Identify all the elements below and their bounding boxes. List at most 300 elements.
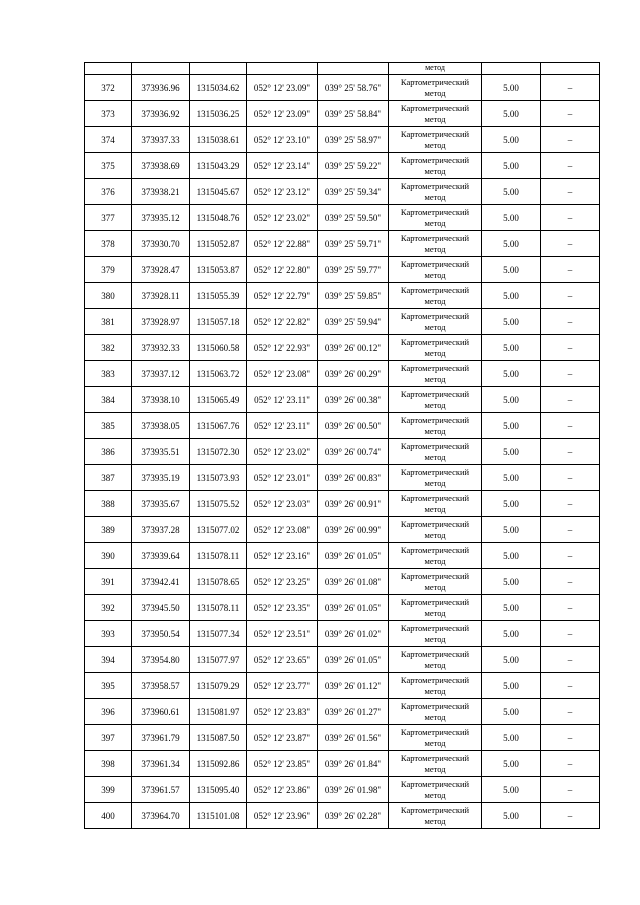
longitude-cell: 039° 26' 02.28" bbox=[318, 803, 389, 829]
method-line-1: Картометрический bbox=[400, 726, 470, 737]
method-line-1: Картометрический bbox=[400, 466, 470, 477]
method-cell bbox=[389, 387, 482, 413]
table-row bbox=[85, 413, 600, 439]
longitude-cell: 039° 26' 00.83" bbox=[318, 465, 389, 491]
latitude-cell: 052° 12' 23.08" bbox=[247, 517, 318, 543]
dash-cell: – bbox=[541, 153, 600, 179]
point-number-cell: 375 bbox=[85, 153, 132, 179]
x-coordinate-cell: 373954.80 bbox=[132, 647, 190, 673]
method-cell bbox=[389, 101, 482, 127]
x-coordinate-cell: 373928.47 bbox=[132, 257, 190, 283]
method-line-2: метод bbox=[424, 815, 446, 826]
method-cell bbox=[389, 465, 482, 491]
longitude-cell: 039° 26' 00.91" bbox=[318, 491, 389, 517]
method-line-2: метод bbox=[424, 685, 446, 696]
longitude-cell: 039° 25' 59.50" bbox=[318, 205, 389, 231]
table-row bbox=[85, 465, 600, 491]
empty-cell bbox=[318, 63, 389, 75]
dash-cell: – bbox=[541, 75, 600, 101]
method-line-2: метод bbox=[424, 451, 446, 462]
point-number-cell: 396 bbox=[85, 699, 132, 725]
x-coordinate-cell: 373938.69 bbox=[132, 153, 190, 179]
x-coordinate-cell: 373937.12 bbox=[132, 361, 190, 387]
table-row bbox=[85, 127, 600, 153]
table-row bbox=[85, 439, 600, 465]
continuation-row bbox=[85, 63, 600, 75]
dash-cell: – bbox=[541, 725, 600, 751]
method-cell bbox=[389, 231, 482, 257]
point-number-cell: 379 bbox=[85, 257, 132, 283]
latitude-cell: 052° 12' 23.51" bbox=[247, 621, 318, 647]
longitude-cell: 039° 26' 01.98" bbox=[318, 777, 389, 803]
x-coordinate-cell: 373961.79 bbox=[132, 725, 190, 751]
method-cell bbox=[389, 413, 482, 439]
latitude-cell: 052° 12' 23.14" bbox=[247, 153, 318, 179]
method-line-1: Картометрический bbox=[400, 622, 470, 633]
method-line-1: Картометрический bbox=[400, 232, 470, 243]
accuracy-cell: 5.00 bbox=[482, 465, 541, 491]
method-line-1: Картометрический bbox=[400, 440, 470, 451]
table-row bbox=[85, 309, 600, 335]
longitude-cell: 039° 26' 00.29" bbox=[318, 361, 389, 387]
table-row bbox=[85, 647, 600, 673]
method-cell bbox=[389, 621, 482, 647]
table-row bbox=[85, 361, 600, 387]
table-row bbox=[85, 673, 600, 699]
table-row bbox=[85, 699, 600, 725]
point-number-cell: 380 bbox=[85, 283, 132, 309]
accuracy-cell: 5.00 bbox=[482, 387, 541, 413]
empty-cell bbox=[247, 63, 318, 75]
accuracy-cell: 5.00 bbox=[482, 751, 541, 777]
accuracy-cell: 5.00 bbox=[482, 75, 541, 101]
latitude-cell: 052° 12' 23.12" bbox=[247, 179, 318, 205]
method-cell bbox=[389, 491, 482, 517]
latitude-cell: 052° 12' 23.09" bbox=[247, 75, 318, 101]
y-coordinate-cell: 1315081.97 bbox=[190, 699, 247, 725]
longitude-cell: 039° 26' 00.12" bbox=[318, 335, 389, 361]
point-number-cell: 394 bbox=[85, 647, 132, 673]
point-number-cell: 382 bbox=[85, 335, 132, 361]
dash-cell: – bbox=[541, 127, 600, 153]
x-coordinate-cell: 373945.50 bbox=[132, 595, 190, 621]
method-cell bbox=[389, 517, 482, 543]
x-coordinate-cell: 373938.10 bbox=[132, 387, 190, 413]
dash-cell: – bbox=[541, 491, 600, 517]
table-row bbox=[85, 101, 600, 127]
dash-cell: – bbox=[541, 595, 600, 621]
point-number-cell: 399 bbox=[85, 777, 132, 803]
method-line-1: Картометрический bbox=[400, 752, 470, 763]
longitude-cell: 039° 26' 01.02" bbox=[318, 621, 389, 647]
point-number-cell: 385 bbox=[85, 413, 132, 439]
accuracy-cell: 5.00 bbox=[482, 413, 541, 439]
dash-cell: – bbox=[541, 413, 600, 439]
latitude-cell: 052° 12' 22.79" bbox=[247, 283, 318, 309]
method-cell bbox=[389, 257, 482, 283]
method-line-1: Картометрический bbox=[400, 206, 470, 217]
latitude-cell: 052° 12' 23.87" bbox=[247, 725, 318, 751]
method-line-1: Картометрический bbox=[400, 180, 470, 191]
x-coordinate-cell: 373961.57 bbox=[132, 777, 190, 803]
y-coordinate-cell: 1315043.29 bbox=[190, 153, 247, 179]
dash-cell: – bbox=[541, 387, 600, 413]
method-cell bbox=[389, 751, 482, 777]
table-row bbox=[85, 491, 600, 517]
point-number-cell: 384 bbox=[85, 387, 132, 413]
longitude-cell: 039° 25' 59.71" bbox=[318, 231, 389, 257]
accuracy-cell: 5.00 bbox=[482, 621, 541, 647]
longitude-cell: 039° 26' 01.05" bbox=[318, 647, 389, 673]
table-row bbox=[85, 257, 600, 283]
x-coordinate-cell: 373928.11 bbox=[132, 283, 190, 309]
x-coordinate-cell: 373938.05 bbox=[132, 413, 190, 439]
latitude-cell: 052° 12' 23.11" bbox=[247, 387, 318, 413]
method-cell bbox=[389, 725, 482, 751]
longitude-cell: 039° 26' 01.08" bbox=[318, 569, 389, 595]
point-number-cell: 389 bbox=[85, 517, 132, 543]
latitude-cell: 052° 12' 23.83" bbox=[247, 699, 318, 725]
table-row bbox=[85, 387, 600, 413]
table-row bbox=[85, 153, 600, 179]
latitude-cell: 052° 12' 22.80" bbox=[247, 257, 318, 283]
method-line-1: Картометрический bbox=[400, 544, 470, 555]
method-cell bbox=[389, 75, 482, 101]
accuracy-cell: 5.00 bbox=[482, 543, 541, 569]
y-coordinate-cell: 1315092.86 bbox=[190, 751, 247, 777]
method-line-1: Картометрический bbox=[400, 128, 470, 139]
x-coordinate-cell: 373937.28 bbox=[132, 517, 190, 543]
method-line-2: метод bbox=[424, 711, 446, 722]
accuracy-cell: 5.00 bbox=[482, 647, 541, 673]
accuracy-cell: 5.00 bbox=[482, 205, 541, 231]
point-number-cell: 400 bbox=[85, 803, 132, 829]
y-coordinate-cell: 1315063.72 bbox=[190, 361, 247, 387]
method-line-1: Картометрический bbox=[400, 492, 470, 503]
y-coordinate-cell: 1315078.11 bbox=[190, 543, 247, 569]
x-coordinate-cell: 373936.92 bbox=[132, 101, 190, 127]
method-line-1: Картометрический bbox=[400, 154, 470, 165]
longitude-cell: 039° 25' 58.76" bbox=[318, 75, 389, 101]
accuracy-cell: 5.00 bbox=[482, 491, 541, 517]
accuracy-cell: 5.00 bbox=[482, 361, 541, 387]
dash-cell: – bbox=[541, 257, 600, 283]
y-coordinate-cell: 1315077.97 bbox=[190, 647, 247, 673]
longitude-cell: 039° 26' 01.05" bbox=[318, 543, 389, 569]
accuracy-cell: 5.00 bbox=[482, 127, 541, 153]
latitude-cell: 052° 12' 23.35" bbox=[247, 595, 318, 621]
longitude-cell: 039° 26' 00.38" bbox=[318, 387, 389, 413]
method-line-2: метод bbox=[424, 165, 446, 176]
y-coordinate-cell: 1315075.52 bbox=[190, 491, 247, 517]
accuracy-cell: 5.00 bbox=[482, 725, 541, 751]
y-coordinate-cell: 1315101.08 bbox=[190, 803, 247, 829]
method-line-2: метод bbox=[424, 503, 446, 514]
method-line-2: метод bbox=[424, 529, 446, 540]
method-line-2: метод bbox=[424, 581, 446, 592]
dash-cell: – bbox=[541, 647, 600, 673]
method-line-2: метод bbox=[424, 217, 446, 228]
x-coordinate-cell: 373939.64 bbox=[132, 543, 190, 569]
longitude-cell: 039° 25' 59.22" bbox=[318, 153, 389, 179]
accuracy-cell: 5.00 bbox=[482, 283, 541, 309]
method-fragment-cell: метод bbox=[389, 63, 482, 75]
x-coordinate-cell: 373937.33 bbox=[132, 127, 190, 153]
method-cell bbox=[389, 699, 482, 725]
method-line-1: Картометрический bbox=[400, 804, 470, 815]
dash-cell: – bbox=[541, 439, 600, 465]
x-coordinate-cell: 373935.19 bbox=[132, 465, 190, 491]
latitude-cell: 052° 12' 23.09" bbox=[247, 101, 318, 127]
table-row bbox=[85, 283, 600, 309]
table-row bbox=[85, 569, 600, 595]
table-row bbox=[85, 621, 600, 647]
accuracy-cell: 5.00 bbox=[482, 595, 541, 621]
accuracy-cell: 5.00 bbox=[482, 803, 541, 829]
empty-cell bbox=[541, 63, 600, 75]
point-number-cell: 373 bbox=[85, 101, 132, 127]
dash-cell: – bbox=[541, 335, 600, 361]
longitude-cell: 039° 25' 58.97" bbox=[318, 127, 389, 153]
latitude-cell: 052° 12' 23.08" bbox=[247, 361, 318, 387]
accuracy-cell: 5.00 bbox=[482, 101, 541, 127]
dash-cell: – bbox=[541, 699, 600, 725]
method-line-2: метод bbox=[424, 113, 446, 124]
method-line-2: метод bbox=[424, 243, 446, 254]
longitude-cell: 039° 26' 01.27" bbox=[318, 699, 389, 725]
latitude-cell: 052° 12' 22.88" bbox=[247, 231, 318, 257]
latitude-cell: 052° 12' 23.16" bbox=[247, 543, 318, 569]
method-cell bbox=[389, 543, 482, 569]
point-number-cell: 376 bbox=[85, 179, 132, 205]
point-number-cell: 377 bbox=[85, 205, 132, 231]
dash-cell: – bbox=[541, 569, 600, 595]
latitude-cell: 052° 12' 23.11" bbox=[247, 413, 318, 439]
y-coordinate-cell: 1315079.29 bbox=[190, 673, 247, 699]
latitude-cell: 052° 12' 23.01" bbox=[247, 465, 318, 491]
latitude-cell: 052° 12' 23.86" bbox=[247, 777, 318, 803]
longitude-cell: 039° 25' 59.34" bbox=[318, 179, 389, 205]
table-row bbox=[85, 751, 600, 777]
method-line-2: метод bbox=[424, 87, 446, 98]
method-line-1: Картометрический bbox=[400, 648, 470, 659]
empty-cell bbox=[482, 63, 541, 75]
latitude-cell: 052° 12' 23.02" bbox=[247, 439, 318, 465]
dash-cell: – bbox=[541, 205, 600, 231]
table-row bbox=[85, 777, 600, 803]
x-coordinate-cell: 373935.51 bbox=[132, 439, 190, 465]
table-row bbox=[85, 231, 600, 257]
method-line-2: метод bbox=[424, 191, 446, 202]
empty-cell bbox=[85, 63, 132, 75]
point-number-cell: 392 bbox=[85, 595, 132, 621]
x-coordinate-cell: 373935.67 bbox=[132, 491, 190, 517]
method-line-1: Картометрический bbox=[400, 518, 470, 529]
method-line-1: Картометрический bbox=[400, 310, 470, 321]
method-line-2: метод bbox=[424, 321, 446, 332]
method-line-1: Картометрический bbox=[400, 362, 470, 373]
y-coordinate-cell: 1315077.34 bbox=[190, 621, 247, 647]
latitude-cell: 052° 12' 23.10" bbox=[247, 127, 318, 153]
method-line-2: метод bbox=[424, 139, 446, 150]
accuracy-cell: 5.00 bbox=[482, 777, 541, 803]
point-number-cell: 378 bbox=[85, 231, 132, 257]
x-coordinate-cell: 373930.70 bbox=[132, 231, 190, 257]
point-number-cell: 393 bbox=[85, 621, 132, 647]
dash-cell: – bbox=[541, 517, 600, 543]
accuracy-cell: 5.00 bbox=[482, 673, 541, 699]
longitude-cell: 039° 26' 01.84" bbox=[318, 751, 389, 777]
point-number-cell: 386 bbox=[85, 439, 132, 465]
y-coordinate-cell: 1315048.76 bbox=[190, 205, 247, 231]
y-coordinate-cell: 1315057.18 bbox=[190, 309, 247, 335]
x-coordinate-cell: 373932.33 bbox=[132, 335, 190, 361]
longitude-cell: 039° 25' 59.94" bbox=[318, 309, 389, 335]
accuracy-cell: 5.00 bbox=[482, 439, 541, 465]
point-number-cell: 374 bbox=[85, 127, 132, 153]
method-cell bbox=[389, 569, 482, 595]
x-coordinate-cell: 373950.54 bbox=[132, 621, 190, 647]
method-line-2: метод bbox=[424, 399, 446, 410]
method-line-1: Картометрический bbox=[400, 674, 470, 685]
y-coordinate-cell: 1315055.39 bbox=[190, 283, 247, 309]
dash-cell: – bbox=[541, 283, 600, 309]
y-coordinate-cell: 1315060.58 bbox=[190, 335, 247, 361]
y-coordinate-cell: 1315087.50 bbox=[190, 725, 247, 751]
dash-cell: – bbox=[541, 309, 600, 335]
x-coordinate-cell: 373935.12 bbox=[132, 205, 190, 231]
empty-cell bbox=[132, 63, 190, 75]
method-line-2: метод bbox=[424, 295, 446, 306]
longitude-cell: 039° 26' 00.50" bbox=[318, 413, 389, 439]
latitude-cell: 052° 12' 22.82" bbox=[247, 309, 318, 335]
accuracy-cell: 5.00 bbox=[482, 699, 541, 725]
method-line-2: метод bbox=[424, 555, 446, 566]
accuracy-cell: 5.00 bbox=[482, 179, 541, 205]
latitude-cell: 052° 12' 22.93" bbox=[247, 335, 318, 361]
dash-cell: – bbox=[541, 621, 600, 647]
x-coordinate-cell: 373961.34 bbox=[132, 751, 190, 777]
method-line-2: метод bbox=[424, 347, 446, 358]
method-line-2: метод bbox=[424, 789, 446, 800]
table-row bbox=[85, 179, 600, 205]
method-line-2: метод bbox=[424, 269, 446, 280]
y-coordinate-cell: 1315077.02 bbox=[190, 517, 247, 543]
method-line-1: Картометрический bbox=[400, 596, 470, 607]
latitude-cell: 052° 12' 23.85" bbox=[247, 751, 318, 777]
accuracy-cell: 5.00 bbox=[482, 309, 541, 335]
longitude-cell: 039° 26' 01.56" bbox=[318, 725, 389, 751]
dash-cell: – bbox=[541, 231, 600, 257]
method-line-1: Картометрический bbox=[400, 388, 470, 399]
y-coordinate-cell: 1315052.87 bbox=[190, 231, 247, 257]
point-number-cell: 372 bbox=[85, 75, 132, 101]
point-number-cell: 381 bbox=[85, 309, 132, 335]
method-line-2: метод bbox=[424, 633, 446, 644]
method-line-1: Картометрический bbox=[400, 700, 470, 711]
latitude-cell: 052° 12' 23.02" bbox=[247, 205, 318, 231]
y-coordinate-cell: 1315095.40 bbox=[190, 777, 247, 803]
method-line-2: метод bbox=[424, 659, 446, 670]
y-coordinate-cell: 1315045.67 bbox=[190, 179, 247, 205]
latitude-cell: 052° 12' 23.65" bbox=[247, 647, 318, 673]
method-line-2: метод bbox=[424, 737, 446, 748]
method-cell bbox=[389, 283, 482, 309]
table-row bbox=[85, 205, 600, 231]
point-number-cell: 387 bbox=[85, 465, 132, 491]
accuracy-cell: 5.00 bbox=[482, 153, 541, 179]
longitude-cell: 039° 25' 59.85" bbox=[318, 283, 389, 309]
method-line-1: Картометрический bbox=[400, 76, 470, 87]
method-line-1: Картометрический bbox=[400, 414, 470, 425]
accuracy-cell: 5.00 bbox=[482, 569, 541, 595]
y-coordinate-cell: 1315036.25 bbox=[190, 101, 247, 127]
y-coordinate-cell: 1315078.65 bbox=[190, 569, 247, 595]
longitude-cell: 039° 26' 01.12" bbox=[318, 673, 389, 699]
y-coordinate-cell: 1315067.76 bbox=[190, 413, 247, 439]
method-cell bbox=[389, 309, 482, 335]
method-line-2: метод bbox=[424, 373, 446, 384]
table-row bbox=[85, 335, 600, 361]
dash-cell: – bbox=[541, 179, 600, 205]
longitude-cell: 039° 25' 59.77" bbox=[318, 257, 389, 283]
accuracy-cell: 5.00 bbox=[482, 257, 541, 283]
latitude-cell: 052° 12' 23.03" bbox=[247, 491, 318, 517]
x-coordinate-cell: 373964.70 bbox=[132, 803, 190, 829]
y-coordinate-cell: 1315065.49 bbox=[190, 387, 247, 413]
coordinates-table-body bbox=[85, 63, 600, 829]
table-row bbox=[85, 803, 600, 829]
method-cell bbox=[389, 439, 482, 465]
y-coordinate-cell: 1315053.87 bbox=[190, 257, 247, 283]
point-number-cell: 388 bbox=[85, 491, 132, 517]
dash-cell: – bbox=[541, 777, 600, 803]
method-cell bbox=[389, 335, 482, 361]
method-cell bbox=[389, 777, 482, 803]
method-cell bbox=[389, 803, 482, 829]
x-coordinate-cell: 373960.61 bbox=[132, 699, 190, 725]
x-coordinate-cell: 373928.97 bbox=[132, 309, 190, 335]
accuracy-cell: 5.00 bbox=[482, 231, 541, 257]
point-number-cell: 395 bbox=[85, 673, 132, 699]
latitude-cell: 052° 12' 23.77" bbox=[247, 673, 318, 699]
method-cell bbox=[389, 153, 482, 179]
method-cell bbox=[389, 647, 482, 673]
method-line-1: Картометрический bbox=[400, 102, 470, 113]
table-row bbox=[85, 725, 600, 751]
dash-cell: – bbox=[541, 465, 600, 491]
table-row bbox=[85, 543, 600, 569]
longitude-cell: 039° 26' 00.74" bbox=[318, 439, 389, 465]
table-row bbox=[85, 517, 600, 543]
method-line-2: метод bbox=[424, 763, 446, 774]
point-number-cell: 397 bbox=[85, 725, 132, 751]
method-cell bbox=[389, 673, 482, 699]
method-cell bbox=[389, 361, 482, 387]
y-coordinate-cell: 1315078.11 bbox=[190, 595, 247, 621]
method-cell bbox=[389, 127, 482, 153]
longitude-cell: 039° 25' 58.84" bbox=[318, 101, 389, 127]
table-row bbox=[85, 595, 600, 621]
method-line-1: Картометрический bbox=[400, 336, 470, 347]
method-line-1: Картометрический bbox=[400, 570, 470, 581]
x-coordinate-cell: 373936.96 bbox=[132, 75, 190, 101]
coordinates-table bbox=[84, 62, 600, 829]
x-coordinate-cell: 373938.21 bbox=[132, 179, 190, 205]
latitude-cell: 052° 12' 23.96" bbox=[247, 803, 318, 829]
y-coordinate-cell: 1315073.93 bbox=[190, 465, 247, 491]
dash-cell: – bbox=[541, 361, 600, 387]
